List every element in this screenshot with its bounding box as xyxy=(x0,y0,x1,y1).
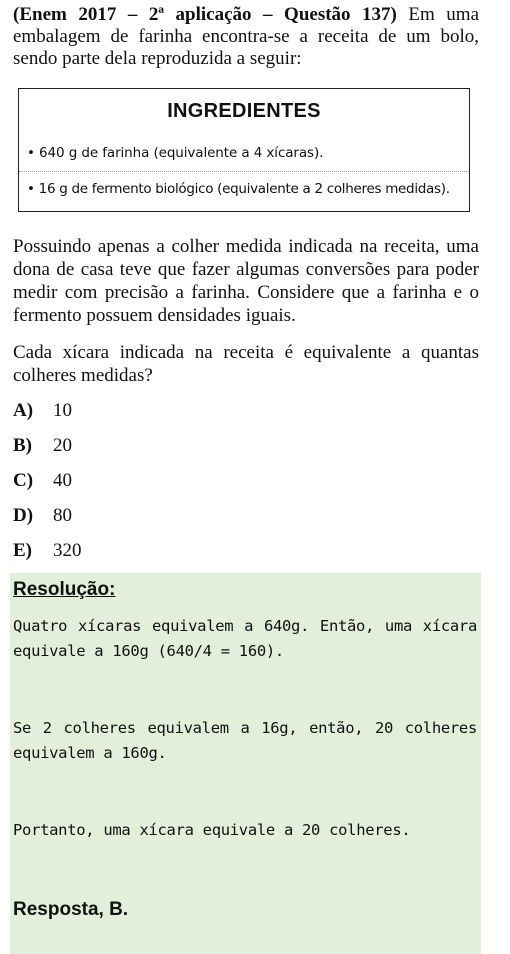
ingredient-item-yeast: • 16 g de fermento biológico (equivalente a 2 colheres medidas). xyxy=(27,181,450,197)
resolution-step-3: Portanto, uma xícara equivale a 20 colheres. xyxy=(13,821,411,839)
option-letter: D) xyxy=(13,505,34,526)
option-value: 80 xyxy=(53,505,72,526)
option-b[interactable] xyxy=(13,433,82,468)
option-c[interactable] xyxy=(13,468,82,503)
ingredients-box xyxy=(18,88,470,212)
option-e[interactable] xyxy=(13,538,82,573)
ingredient-item-flour: • 640 g de farinha (equivalente a 4 xícaras). xyxy=(27,145,324,161)
option-value: 10 xyxy=(53,400,72,421)
resolution-title-text: Resolução xyxy=(13,579,110,600)
question-source: (Enem 2017 – 2ª aplicação – Questão 137) xyxy=(13,4,397,25)
option-letter: B) xyxy=(13,435,32,456)
question-prompt: Cada xícara indicada na receita é equivalente a quantas colheres medidas? xyxy=(13,342,479,386)
option-value: 320 xyxy=(53,540,82,561)
question-statement xyxy=(13,4,479,70)
resolution-title-colon: : xyxy=(109,579,116,600)
resolution-answer: Resposta, B. xyxy=(13,899,129,920)
resolution-step-1: Quatro xícaras equivalem a 640g. Então, uma xícara equivale a 160g (640/4 = 160). xyxy=(13,617,477,660)
ingredients-title: INGREDIENTES xyxy=(167,100,321,122)
option-letter: C) xyxy=(13,470,34,491)
option-letter: E) xyxy=(13,540,32,561)
option-letter: A) xyxy=(13,400,34,421)
resolution-step-2: Se 2 colheres equivalem a 16g, então, 20 colheres equivalem a 160g. xyxy=(13,719,477,762)
answer-options xyxy=(13,398,82,573)
option-value: 40 xyxy=(53,470,72,491)
context-paragraph: Possuindo apenas a colher medida indicada na receita, uma dona de casa teve que fazer algumas conversões para poder medir com precisão a farinha. Considere que a farinha e o fermento possuem densidades iguais. xyxy=(13,236,479,326)
question-intro: Em uma embalagem de farinha encontra-se a receita de um bolo, sendo parte dela reproduzida a seguir: xyxy=(13,4,479,69)
ingredient-divider xyxy=(19,171,469,172)
option-value: 20 xyxy=(53,435,72,456)
option-a[interactable] xyxy=(13,398,82,433)
option-d[interactable] xyxy=(13,503,82,538)
resolution-title xyxy=(13,579,115,601)
resolution-panel xyxy=(10,573,481,954)
